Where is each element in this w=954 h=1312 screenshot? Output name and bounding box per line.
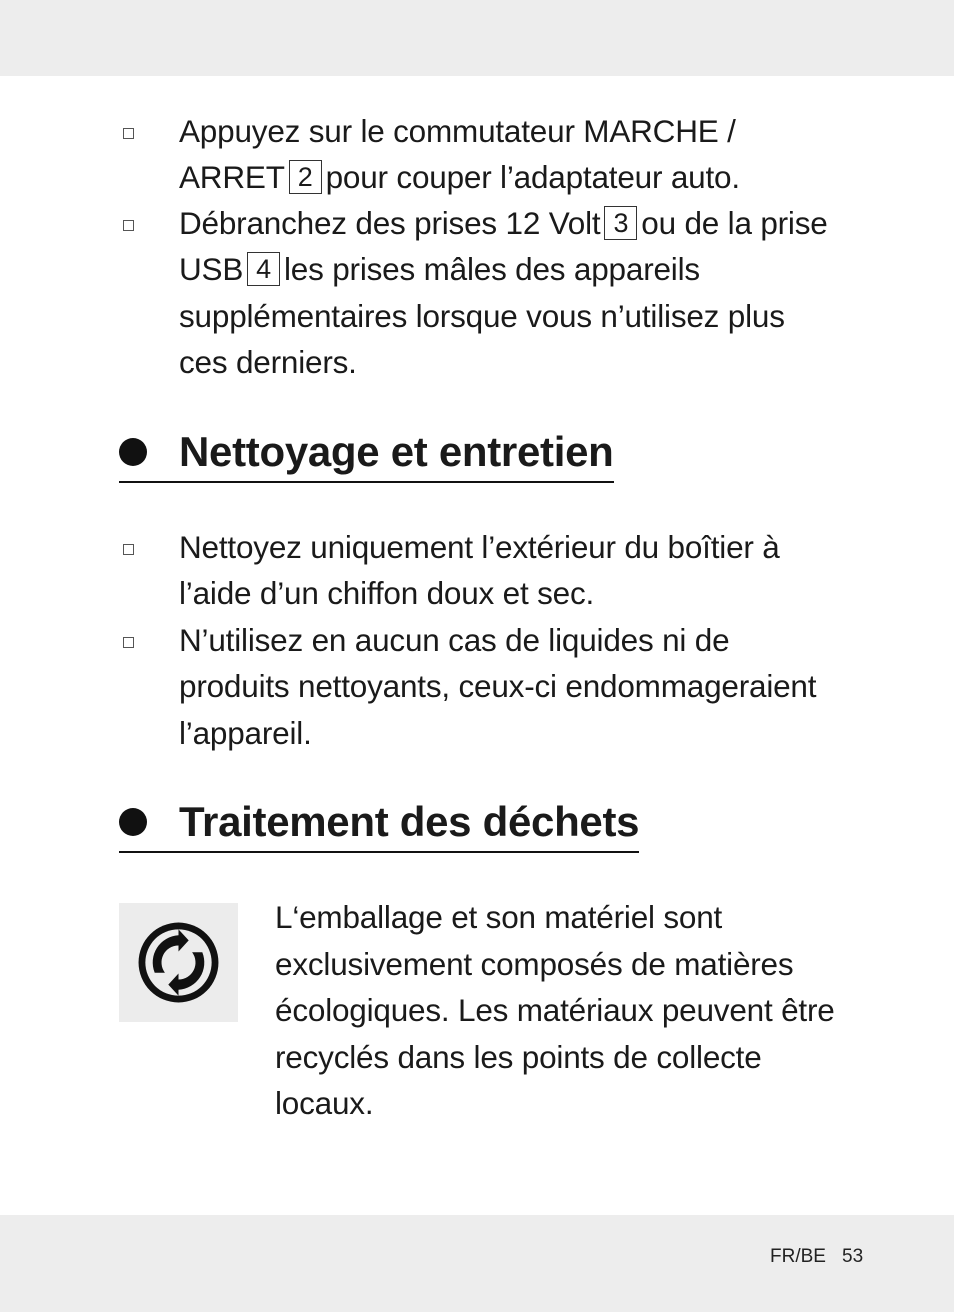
instruction-text xyxy=(179,200,829,385)
disposal-text: L‘emballage et son matériel sont exclusivement composés de matières écologiques. Les matériaux peuvent être recyclés dans les points de collecte locaux. xyxy=(275,899,835,1121)
top-band xyxy=(0,0,954,76)
instruction-lead: Débranchez des prises 12 Volt xyxy=(179,205,601,241)
checkbox-bullet-icon xyxy=(123,637,134,648)
instruction-lead: Appuyez sur le commutateur MARCHE / ARRET xyxy=(179,113,736,196)
section-heading-cleaning xyxy=(119,425,614,483)
recycle-icon-box xyxy=(119,903,238,1022)
instruction-tail: pour couper l’adaptateur auto. xyxy=(325,159,740,196)
section-heading-disposal xyxy=(119,795,639,853)
heading-bullet-icon xyxy=(119,438,147,466)
reference-number: 4 xyxy=(247,252,280,286)
reference-number: 2 xyxy=(289,160,322,194)
instruction-mid: ou de la prise USB xyxy=(179,205,828,288)
section-title: Nettoyage et entretien xyxy=(179,428,614,475)
page-number: 53 xyxy=(842,1246,864,1267)
checkbox-bullet-icon xyxy=(123,544,134,555)
cleaning-text: Nettoyez uniquement l’extérieur du boîtier à l’aide d’un chiffon doux et sec. xyxy=(179,529,780,612)
heading-bullet-icon xyxy=(119,808,147,836)
instruction-tail: les prises mâles des appareils supplémentaires lorsque vous n’utilisez plus ces derniers. xyxy=(179,251,785,380)
section-title: Traitement des déchets xyxy=(179,798,640,845)
footer-locale: FR/BE xyxy=(770,1246,826,1267)
checkbox-bullet-icon xyxy=(123,220,134,231)
reference-number: 3 xyxy=(604,206,637,240)
green-dot-recycling-icon xyxy=(136,920,221,1005)
instruction-text xyxy=(179,108,829,201)
cleaning-text: N’utilisez en aucun cas de liquides ni de produits nettoyants, ceux-ci endommageraient l’appareil. xyxy=(179,622,817,751)
checkbox-bullet-icon xyxy=(123,128,134,139)
